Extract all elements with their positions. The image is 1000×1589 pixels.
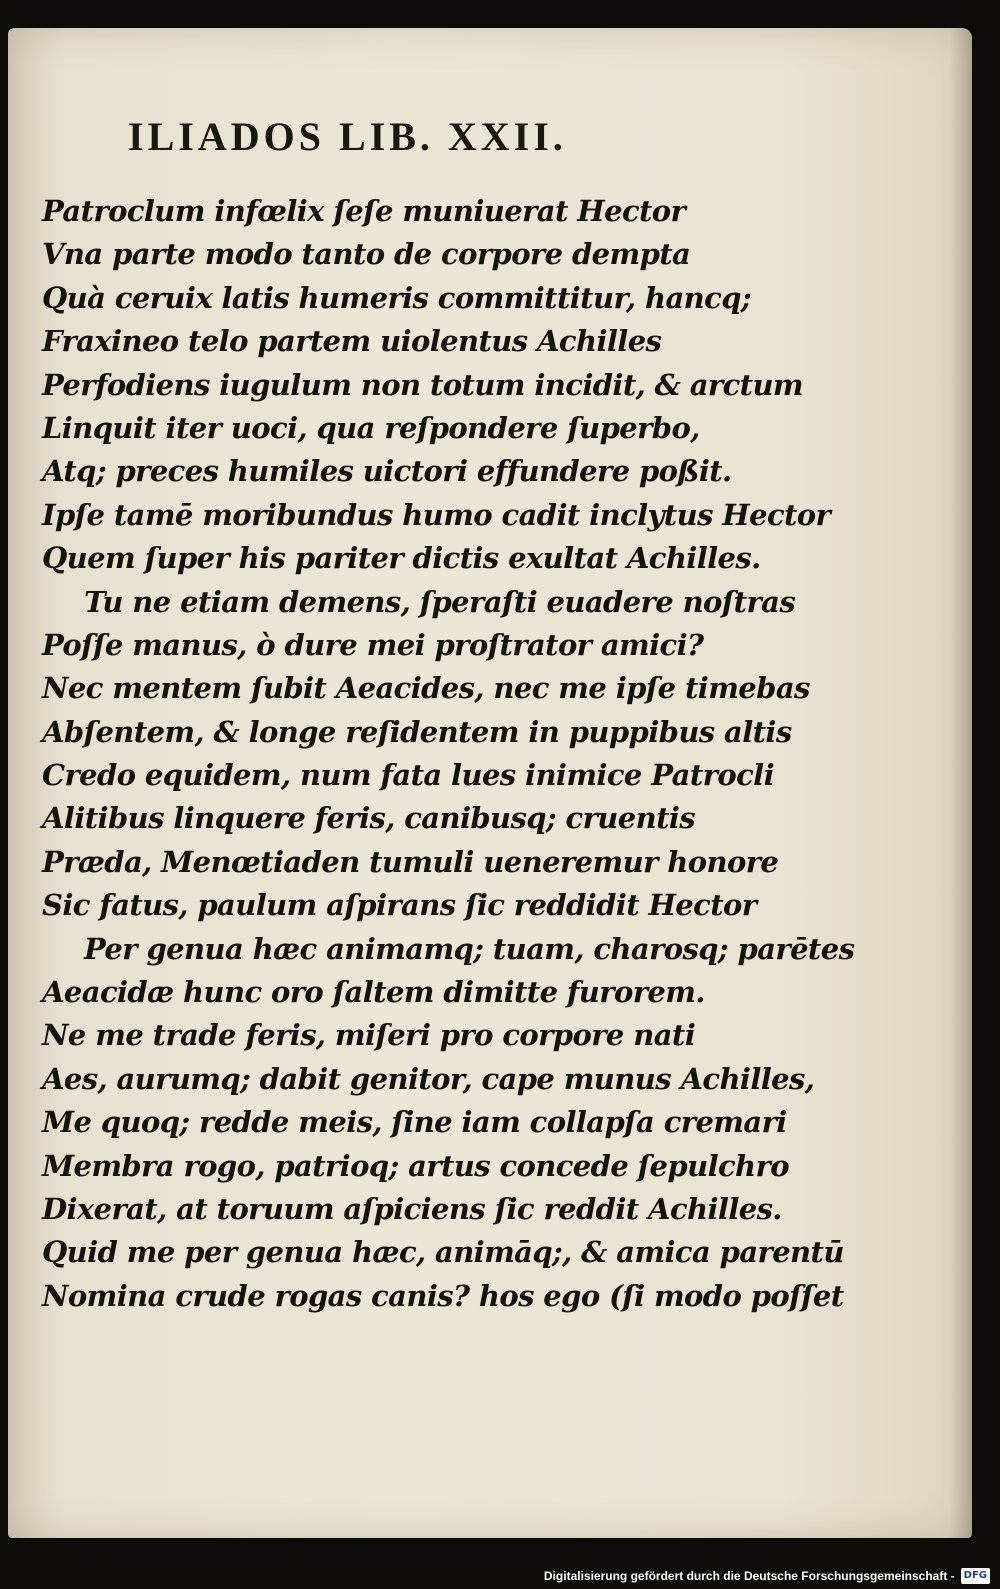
verse-line: Linquit iter uoci, qua reſpondere ſuperbo,	[42, 410, 700, 445]
verse-line: Credo equidem, num fata lues inimice Patrocli	[42, 758, 774, 793]
dfg-logo: DFG	[961, 1568, 990, 1584]
verse-line: Ipſe tamē moribundus humo cadit inclytus Hector	[42, 497, 831, 532]
verse-line: Quem ſuper his pariter dictis exultat Achilles.	[42, 541, 761, 576]
verse-line: Dixerat, at toruum aſpiciens ſic reddit Achilles.	[42, 1191, 782, 1226]
verse-line: Aes, aurumq; dabit genitor, cape munus Achilles,	[42, 1061, 815, 1096]
verse-line: Alitibus linquere feris, canibusq; cruentis	[42, 801, 696, 836]
verse-line: Quid me per genua hæc, animāq;, & amica parentū	[42, 1235, 844, 1270]
verse-line: Membra rogo, patrioq; artus concede ſepulchro	[42, 1148, 789, 1183]
page-edge-shadow	[950, 28, 972, 1538]
verse-line: Tu ne etiam demens, ſperaſti euadere noſtras	[84, 584, 796, 619]
verse-line: Quà ceruix latis humeris committitur, hancq;	[42, 280, 752, 315]
verse-line: Nec mentem ſubit Aeacides, nec me ipſe timebas	[42, 671, 810, 706]
verse-line: Vna parte modo tanto de corpore dempta	[42, 237, 691, 272]
verse-line: Abſentem, & longe reſidentem in puppibus altis	[42, 714, 792, 749]
verse-line: Fraxineo telo partem uiolentus Achilles	[42, 324, 662, 359]
verse-text-block	[42, 190, 854, 1318]
verse-line: Me quoq; redde meis, ſine iam collapſa cremari	[42, 1105, 787, 1140]
verse-line: Atq; preces humiles uictori effundere poßit.	[42, 454, 732, 489]
verse-line: Per genua hæc animamq; tuam, charosq; parētes	[84, 931, 855, 966]
verse-line: Sic fatus, paulum aſpirans ſic reddidit Hector	[42, 888, 757, 923]
credit-text: Digitalisierung gefördert durch die Deutsche Forschungsgemeinschaft -	[543, 1569, 955, 1583]
digitization-credit	[544, 1565, 990, 1587]
verse-line: Nomina crude rogas canis? hos ego (ſi modo poſſet	[42, 1278, 844, 1313]
verse-line: Perfodiens iugulum non totum incidit, & arctum	[42, 367, 804, 402]
verse-line: Poſſe manus, ò dure mei proſtrator amici?	[42, 627, 704, 662]
running-head: ILIADOS LIB. XXII.	[128, 114, 567, 159]
verse-line: Præda, Menœtiaden tumuli ueneremur honore	[42, 844, 779, 879]
book-page	[8, 28, 972, 1538]
verse-line: Patroclum infœlix ſeſe muniuerat Hector	[42, 194, 686, 228]
verse-line: Aeacidæ hunc oro ſaltem dimitte furorem.	[42, 975, 705, 1010]
verse-line: Ne me trade feris, miſeri pro corpore nati	[42, 1018, 696, 1053]
